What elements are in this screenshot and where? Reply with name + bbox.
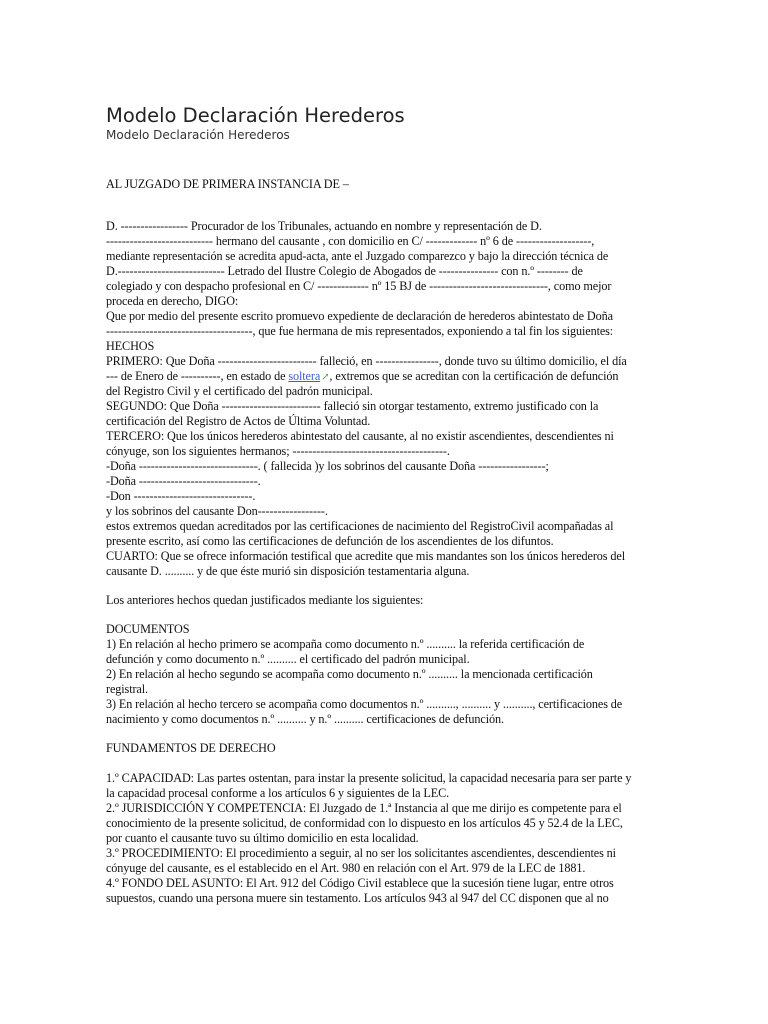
section-heading-documentos: DOCUMENTOS bbox=[106, 622, 190, 636]
external-link-icon: ↗ bbox=[321, 372, 330, 383]
soltera-link[interactable]: soltera bbox=[288, 369, 321, 383]
text-line: Que por medio del presente escrito promuevo expediente de declaración de herederos abintestato de Doña bbox=[106, 309, 613, 323]
text-line: presente escrito, así como las certificaciones de defunción de los ascendientes de los difuntos. bbox=[106, 534, 554, 548]
text-line: certificación del Registro de Actos de Última Voluntad. bbox=[106, 414, 371, 428]
text-line: y los sobrinos del causante Don-----------------. bbox=[106, 504, 328, 518]
text-line: -------------------------------------, que fue hermana de mis representados, exponiendo a tal fin los siguientes: bbox=[106, 324, 614, 338]
text-line: D. ----------------- Procurador de los Tribunales, actuando en nombre y representación de D. bbox=[106, 219, 542, 233]
text-line: la capacidad procesal conforme a los artículos 6 y siguientes de la LEC. bbox=[106, 786, 450, 800]
text-line: colegiado y con despacho profesional en C/ ------------- nº 15 BJ de ------------------------------, como mejor bbox=[106, 279, 612, 293]
text-line-with-link bbox=[106, 369, 618, 385]
text-line: TERCERO: Que los únicos herederos abintestato del causante, al no existir ascendientes, descendientes ni bbox=[106, 429, 614, 443]
text-line: causante D. .......... y de que éste murió sin disposición testamentaria alguna. bbox=[106, 564, 470, 578]
text-line: D.--------------------------- Letrado del Ilustre Colegio de Abogados de --------------- con n.º -------- de bbox=[106, 264, 583, 278]
text-line: 4.º FONDO DEL ASUNTO: El Art. 912 del Código Civil establece que la sucesión tiene lugar, entre otros bbox=[106, 876, 614, 890]
text-line: CUARTO: Que se ofrece información testifical que acredite que mis mandantes son los únicos herederos del bbox=[106, 549, 625, 563]
text-line: 3) En relación al hecho tercero se acompaña como documentos n.º .........., .......... y .........., certificaciones de bbox=[106, 697, 623, 711]
text-line: conocimiento de la presente solicitud, de conformidad con lo dispuesto en los artículos 45 y 52.4 de la LEC, bbox=[106, 816, 623, 830]
text-line: --------------------------- hermano del causante , con domicilio en C/ ------------- nº 6 de -------------------, bbox=[106, 234, 595, 248]
text-line: cónyuge del causante, es el establecido en el Art. 980 en relación con el Art. 979 de la LEC de 1881. bbox=[106, 861, 586, 875]
text-line: registral. bbox=[106, 682, 148, 696]
court-heading: AL JUZGADO DE PRIMERA INSTANCIA DE – bbox=[106, 177, 349, 191]
text-line: 3.º PROCEDIMIENTO: El procedimiento a seguir, al no ser los solicitantes ascendientes, descendientes ni bbox=[106, 846, 616, 860]
text-line: supuestos, cuando una persona muere sin testamento. Los artículos 943 al 947 del CC disponen que al no bbox=[106, 891, 609, 905]
text-segment: , extremos que se acreditan con la certificación de defunción bbox=[329, 369, 619, 383]
text-segment: --- de Enero de ----------, en estado de bbox=[106, 369, 289, 383]
text-line: PRIMERO: Que Doña ------------------------- falleció, en ----------------, donde tuvo su último domicilio, el día bbox=[106, 354, 627, 368]
section-heading-hechos: HECHOS bbox=[106, 339, 155, 353]
document-subtitle: Modelo Declaración Herederos bbox=[106, 128, 290, 142]
text-line: nacimiento y como documentos n.º .......... y n.º .......... certificaciones de defunción. bbox=[106, 712, 504, 726]
text-line: proceda en derecho, DIGO: bbox=[106, 294, 239, 308]
text-line: 1.º CAPACIDAD: Las partes ostentan, para instar la presente solicitud, la capacidad necesaria para ser parte y bbox=[106, 771, 632, 785]
text-line: 2.º JURISDICCIÓN Y COMPETENCIA: El Juzgado de 1.ª Instancia al que me dirijo es competente para el bbox=[106, 801, 622, 815]
section-heading-fundamentos: FUNDAMENTOS DE DERECHO bbox=[106, 741, 276, 755]
text-line: estos extremos quedan acreditados por las certificaciones de nacimiento del RegistroCivil acompañadas al bbox=[106, 519, 614, 533]
text-line: Los anteriores hechos quedan justificados mediante los siguientes: bbox=[106, 593, 424, 607]
text-line: del Registro Civil y el certificado del padrón municipal. bbox=[106, 384, 373, 398]
text-line: defunción y como documento n.º .......... el certificado del padrón municipal. bbox=[106, 652, 470, 666]
document-title: Modelo Declaración Herederos bbox=[106, 104, 405, 127]
text-line: cónyuge, son los siguientes hermanos; ---------------------------------------. bbox=[106, 444, 450, 458]
text-line: -Doña ------------------------------. ( fallecida )y los sobrinos del causante Doña -----------------; bbox=[106, 459, 549, 473]
text-line: 1) En relación al hecho primero se acompaña como documento n.º .......... la referida certificación de bbox=[106, 637, 585, 651]
text-line: SEGUNDO: Que Doña ------------------------- falleció sin otorgar testamento, extremo justificado con la bbox=[106, 399, 599, 413]
text-line: por cuanto el causante tuvo su último domicilio en esta localidad. bbox=[106, 831, 419, 845]
text-line: -Don ------------------------------. bbox=[106, 489, 256, 503]
text-line: mediante representación se acredita apud-acta, ante el Juzgado comparezco y bajo la dirección técnica de bbox=[106, 249, 609, 263]
text-line: 2) En relación al hecho segundo se acompaña como documento n.º .......... la mencionada certificación bbox=[106, 667, 593, 681]
text-line: -Doña ------------------------------. bbox=[106, 474, 261, 488]
